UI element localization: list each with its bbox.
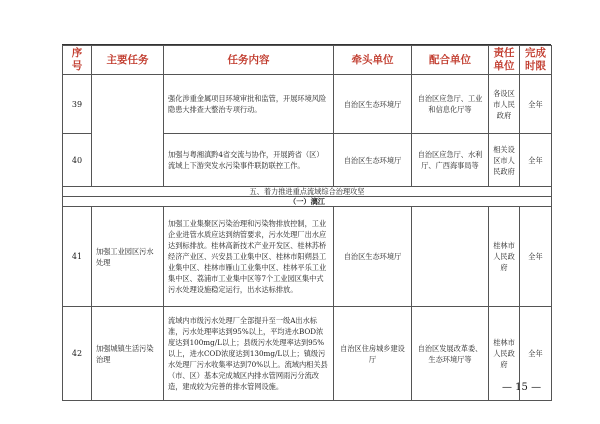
row-deadline: 全年 [520,307,552,401]
subsection-row [63,197,552,207]
table-row [63,75,552,134]
row-cooperating-units: 自治区应急厅、水利厅、广西海事局等 [412,134,489,187]
header-main-task: 主要任务 [92,46,164,75]
row-responsible-unit: 相关设区市人民政府 [489,134,520,187]
page-number: — 15 — [502,382,542,393]
header-deadline: 完成时限 [520,46,552,75]
row-index: 42 [63,307,92,401]
row-deadline: 全年 [520,207,552,307]
row-responsible-unit: 各设区市人民政府 [489,75,520,134]
row-index: 39 [63,75,92,134]
row-main-task: 加强城镇生活污染治理 [92,307,164,401]
row-responsible-unit: 桂林市人民政府 [489,207,520,307]
section-title: 五、着力推进重点流域综合治理攻坚 [63,187,552,197]
row-index: 40 [63,134,92,187]
row-deadline: 全年 [520,75,552,134]
header-lead-unit: 牵头单位 [334,46,412,75]
row-content: 加强与粤湘滇黔4省交流与协作，开展跨省（区）流域上下游突发水污染事件联防联控工作。 [164,134,334,187]
table-row [63,307,552,401]
subsection-title: （一）漓江 [63,197,552,207]
header-index: 序号 [63,46,92,75]
header-responsible-unit: 责任单位 [489,46,520,75]
row-content: 流域内市级污水处理厂全部提升至一级A出水标准，污水处理率达到95%以上，平均进水BOD浓度达到100mg/L以上；县级污水处理率达到95%以上，进水COD浓度达到130mg/L以上；镇级污水处理厂污水收集率达到70%以上。流域内相关县（市、区）基本完成城区内排水管网雨污分流改造，建成较为完善的排水管网设施。 [164,307,334,401]
row-deadline: 全年 [520,134,552,187]
table-row [63,207,552,307]
row-content: 强化涉重金属项目环境审批和监管，开展环境风险隐患大排查大整治专项行动。 [164,75,334,134]
row-lead-unit: 自治区生态环境厅 [334,75,412,134]
row-main-task [92,75,164,187]
row-main-task: 加强工业园区污水处理 [92,207,164,307]
header-cooperating-units: 配合单位 [412,46,489,75]
row-content: 加强工业集聚区污染治理和污染物排放控制，工业企业进管水质应达到纳管要求，污水处理厂出水应达到标排放。桂林高新技术产业开发区、桂林苏桥经济产业区、兴安县工业集中区、桂林市阳朔县工业集中区、桂林市雁山工业集中区、桂林平乐工业集中区、荔浦市工业集中区等7个工业园区集中式污水处理设施稳定运行，出水达标排放。 [164,207,334,307]
header-task-content: 任务内容 [164,46,334,75]
section-row [63,187,552,197]
task-table [62,45,552,401]
row-lead-unit: 自治区生态环境厅 [334,207,412,307]
row-responsible-unit: 桂林市人民政府 [489,307,520,401]
row-cooperating-units: 自治区发展改革委、生态环境厅等 [412,307,489,401]
row-cooperating-units: 自治区应急厅、工业和信息化厅等 [412,75,489,134]
row-cooperating-units [412,207,489,307]
row-lead-unit: 自治区生态环境厅 [334,134,412,187]
header-row [63,46,552,75]
row-lead-unit: 自治区住房城乡建设厅 [334,307,412,401]
row-index: 41 [63,207,92,307]
